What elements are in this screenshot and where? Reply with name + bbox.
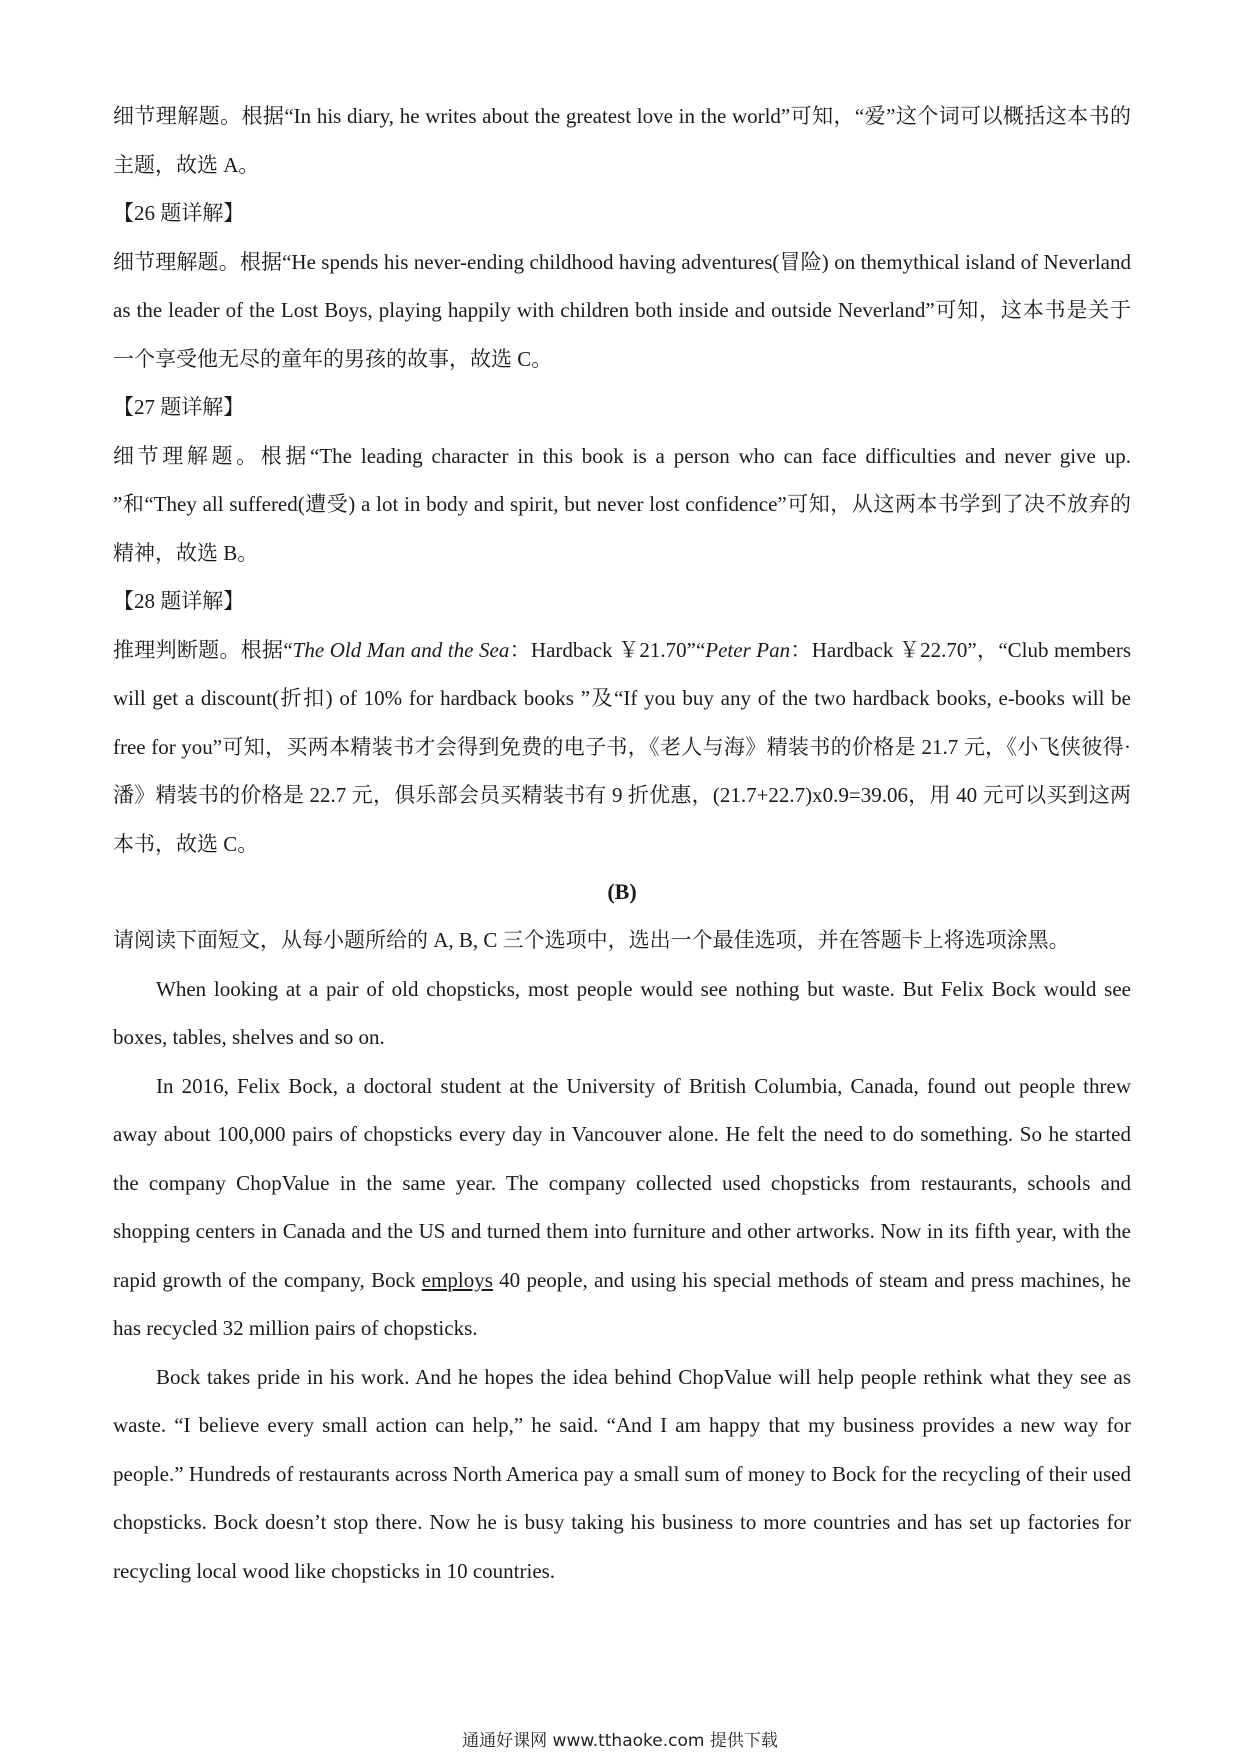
underlined-word-employs: employs <box>421 1267 493 1292</box>
passage-paragraph-3: Bock takes pride in his work. And he hopes the idea behind ChopValue will help people rethink what they see as waste. “I believe every small action can help,” he said. “And I am happy that my business provides a new way for people.” Hundreds of restaurants across North America pay a small sum of money to Bock for the recycling of their used chopsticks. Bock doesn’t stop there. Now he is busy taking his business to more countries and has set up factories for recycling local wood like chopsticks in 10 countries. <box>113 1364 1131 1583</box>
q28-book-title-2: Peter Pan <box>705 637 791 662</box>
q28-book-title-1: The Old Man and the Sea <box>292 637 510 662</box>
q27-heading: 【27 题详解】 <box>113 395 245 419</box>
q28-explanation <box>113 626 1131 869</box>
q28-rest: “Club members will get a discount(折扣) of 10% for hardback books ”及“If you buy any of the two hardback books, e-books will be free for you”可知，买两本精装书才会得到免费的电子书，《老人与海》精装书的价格是 21.7 元，《小飞侠彼得·潘》精装书的价格是 22.7 元，俱乐部会员买精装书有 9 折优惠，(21.7+22.7)x0.9=39.06，用 40 元可以买到这两本书，故选 C。 <box>113 637 1132 856</box>
footer-source: 通通好课网 www.tthaoke.com 提供下载 <box>462 1731 778 1751</box>
passage-paragraph-2-part-b: 40 people, and using his special methods of steam and press machines, he has recycled 32 million pairs of chopsticks. <box>113 1267 1131 1340</box>
q25-explanation: 细节理解题。根据“In his diary, he writes about the greatest love in the world”可知，“爱”这个词可以概括这本书的主题，故选 A。 <box>113 104 1131 177</box>
passage-paragraph-2 <box>113 1062 1131 1353</box>
q28-intro: 推理判断题。根据“ <box>113 637 293 662</box>
passage-paragraph-2-part-a: In 2016, Felix Bock, a doctoral student at the University of British Columbia, Canada, found out people threw away about 100,000 pairs of chopsticks every day in Vancouver alone. He felt the need to do something. So he started the company ChopValue in the same year. The company collected used chopsticks from restaurants, schools and shopping centers in Canada and the US and turned them into furniture and other artworks. Now in its fifth year, with the rapid growth of the company, Bock <box>113 1073 1131 1292</box>
q27-explanation: 细节理解题。根据“The leading character in this book is a person who can face difficulties and never give up. ”和“They all suffered(遭受) a lot in body and spirit, but never lost confidence”可知，从这两本书学到了决不放弃的精神，故选 B。 <box>113 443 1131 565</box>
q26-explanation: 细节理解题。根据“He spends his never-ending childhood having adventures(冒险) on themythical island of Neverland as the leader of the Lost Boys, playing happily with children both inside and outside Neverland”可知，这本书是关于一个享受他无尽的童年的男孩的故事，故选 C。 <box>113 249 1131 371</box>
q28-price-1: ：Hardback ￥21.70”“ <box>509 637 706 662</box>
document-page <box>113 92 1131 1595</box>
q28-heading: 【28 题详解】 <box>113 589 245 613</box>
passage-paragraph-1: When looking at a pair of old chopsticks, most people would see nothing but waste. But Felix Bock would see boxes, tables, shelves and so on. <box>113 976 1131 1049</box>
section-b-title: (B) <box>607 879 637 904</box>
q26-heading: 【26 题详解】 <box>113 201 245 225</box>
q28-price-2: ：Hardback ￥22.70”， <box>790 637 999 662</box>
section-b-instruction: 请阅读下面短文，从每小题所给的 A, B, C 三个选项中，选出一个最佳选项，并在答题卡上将选项涂黑。 <box>113 928 1070 952</box>
